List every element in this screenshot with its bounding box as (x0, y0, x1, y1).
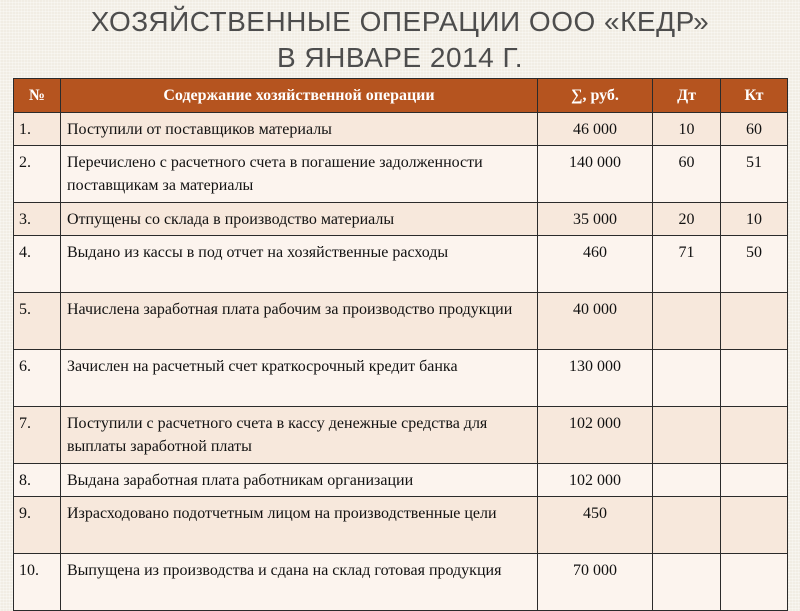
operation-description: Выпущена из производства и сдана на склад готовая продукция (61, 554, 538, 611)
amount-cell: 102 000 (538, 464, 653, 497)
debit-cell (653, 497, 721, 554)
slide-title-line-1: ХОЗЯЙСТВЕННЫЕ ОПЕРАЦИИ ООО «КЕДР» (90, 6, 710, 37)
credit-cell: 60 (721, 113, 788, 146)
header-sum: ∑, руб. (538, 79, 653, 113)
row-number: 8. (14, 464, 61, 497)
row-number: 7. (14, 407, 61, 464)
operation-description: Отпущены со склада в производство материалы (61, 203, 538, 236)
amount-cell: 102 000 (538, 407, 653, 464)
amount-cell: 460 (538, 236, 653, 293)
header-content: Содержание хозяйственной операции (61, 79, 538, 113)
table-row (14, 203, 788, 236)
credit-cell (721, 407, 788, 464)
debit-cell (653, 350, 721, 407)
debit-cell: 71 (653, 236, 721, 293)
amount-cell: 450 (538, 497, 653, 554)
amount-cell: 40 000 (538, 293, 653, 350)
table-header-row (14, 79, 788, 113)
debit-cell: 20 (653, 203, 721, 236)
credit-cell: 10 (721, 203, 788, 236)
operation-description: Поступили с расчетного счета в кассу денежные средства для выплаты заработной платы (61, 407, 538, 464)
operation-description: Зачислен на расчетный счет краткосрочный кредит банка (61, 350, 538, 407)
amount-cell: 46 000 (538, 113, 653, 146)
debit-cell (653, 554, 721, 611)
credit-cell: 50 (721, 236, 788, 293)
credit-cell (721, 464, 788, 497)
row-number: 6. (14, 350, 61, 407)
amount-cell: 35 000 (538, 203, 653, 236)
operation-description: Начислена заработная плата рабочим за производство продукции (61, 293, 538, 350)
table-row (14, 293, 788, 350)
table-row (14, 350, 788, 407)
operations-table (13, 78, 788, 611)
amount-cell: 140 000 (538, 146, 653, 203)
credit-cell (721, 293, 788, 350)
operation-description: Израсходовано подотчетным лицом на производственные цели (61, 497, 538, 554)
table-row (14, 464, 788, 497)
row-number: 3. (14, 203, 61, 236)
slide-title-line-2: В ЯНВАРЕ 2014 Г. (276, 42, 524, 73)
operation-description: Выдана заработная плата работникам организации (61, 464, 538, 497)
debit-cell (653, 407, 721, 464)
debit-cell: 60 (653, 146, 721, 203)
row-number: 5. (14, 293, 61, 350)
table-row (14, 497, 788, 554)
table-row (14, 407, 788, 464)
debit-cell (653, 293, 721, 350)
table-row (14, 554, 788, 611)
credit-cell (721, 497, 788, 554)
debit-cell (653, 464, 721, 497)
header-number: № (14, 79, 61, 113)
row-number: 9. (14, 497, 61, 554)
operation-description: Перечислено с расчетного счета в погашение задолженности поставщикам за материалы (61, 146, 538, 203)
row-number: 1. (14, 113, 61, 146)
debit-cell: 10 (653, 113, 721, 146)
amount-cell: 70 000 (538, 554, 653, 611)
table-row (14, 146, 788, 203)
table-row (14, 236, 788, 293)
slide-title (0, 4, 800, 76)
amount-cell: 130 000 (538, 350, 653, 407)
table-row (14, 113, 788, 146)
row-number: 2. (14, 146, 61, 203)
row-number: 4. (14, 236, 61, 293)
credit-cell: 51 (721, 146, 788, 203)
row-number: 10. (14, 554, 61, 611)
operation-description: Выдано из кассы в под отчет на хозяйственные расходы (61, 236, 538, 293)
credit-cell (721, 554, 788, 611)
operation-description: Поступили от поставщиков материалы (61, 113, 538, 146)
header-credit: Кт (721, 79, 788, 113)
header-debit: Дт (653, 79, 721, 113)
credit-cell (721, 350, 788, 407)
